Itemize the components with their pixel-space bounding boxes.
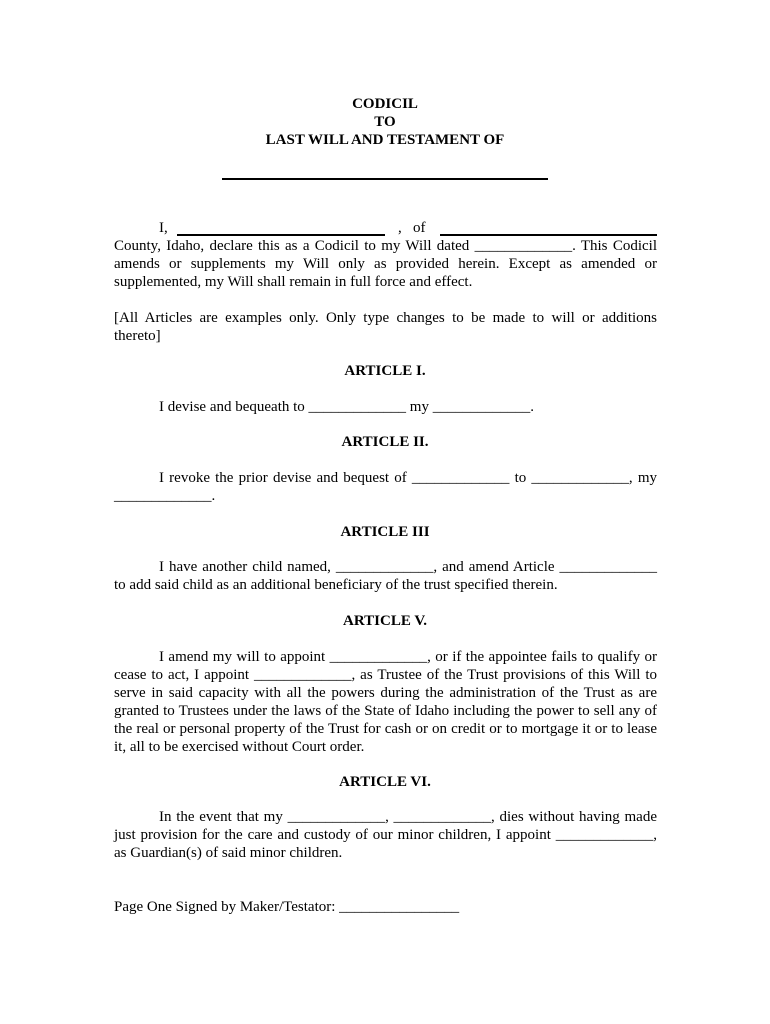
- intro-paragraph: County, Idaho, declare this as a Codicil to my Will dated _____________. This Codicil amends or supplements my Will only as provided herein. Except as amended or supplemented, my Will shall remain in full force and effect.: [114, 238, 657, 290]
- title-codicil: CODICIL: [352, 96, 418, 112]
- article-6-text: In the event that my _____________, _____________, dies without having made just provision for the care and custody of our minor children, I appoint _____________, as Guardian(s) of said minor children.: [114, 809, 657, 861]
- page-signature-footer: Page One Signed by Maker/Testator: ________________: [114, 899, 460, 915]
- testator-name-line[interactable]: [222, 178, 548, 180]
- article-5-heading: ARTICLE V.: [343, 613, 427, 629]
- article-2-heading: ARTICLE II.: [341, 434, 429, 450]
- article-1-heading: ARTICLE I.: [344, 363, 426, 379]
- title-to: TO: [374, 114, 396, 130]
- article-3-heading: ARTICLE III: [340, 524, 430, 540]
- intro-i: I,: [159, 220, 168, 236]
- article-2-text: I revoke the prior devise and bequest of _____________ to _____________, my _____________.: [114, 470, 657, 504]
- intro-comma-of: , of: [398, 220, 426, 236]
- county-blank[interactable]: [440, 220, 657, 236]
- title-last-will: LAST WILL AND TESTAMENT OF: [265, 132, 505, 148]
- instruction-note: [All Articles are examples only. Only type changes to be made to will or additions thereto]: [114, 310, 657, 344]
- intro-first-line: [114, 219, 657, 237]
- article-1-text: I devise and bequeath to _____________ my _____________.: [159, 399, 534, 415]
- declarant-name-blank[interactable]: [177, 220, 385, 236]
- article-6-heading: ARTICLE VI.: [339, 774, 431, 790]
- article-5-text: I amend my will to appoint _____________, or if the appointee fails to qualify or cease to act, I appoint _____________, as Trustee of the Trust provisions of this Will to serve in said capacity with all the powers during the administration of the Trust as are granted to Trustees under the laws of the State of Idaho including the power to sell any of the real or personal property of the Trust for cash or on credit or to mortgage it or to lease it, all to be exercised without Court order.: [114, 649, 657, 755]
- article-3-text: I have another child named, _____________, and amend Article _____________ to add said child as an additional beneficiary of the trust specified therein.: [114, 559, 657, 593]
